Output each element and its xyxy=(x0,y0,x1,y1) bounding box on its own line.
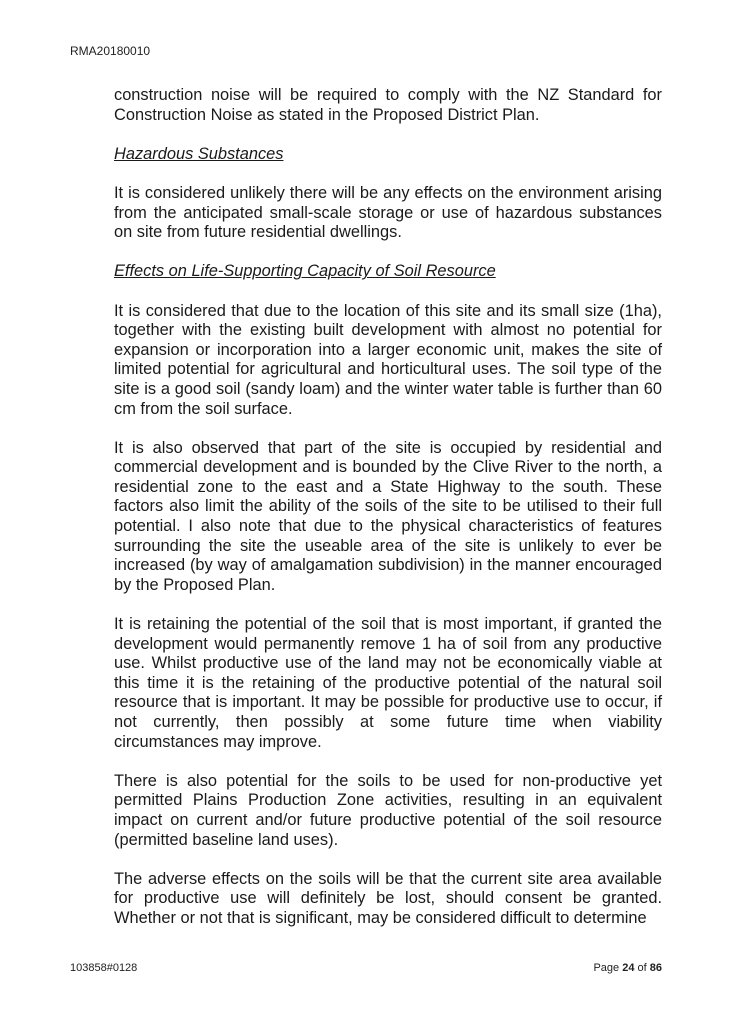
page-total: 86 xyxy=(649,962,662,974)
heading-soil-resource: Effects on Life-Supporting Capacity of Soil Resource xyxy=(114,262,496,281)
document-body xyxy=(114,86,662,929)
page-prefix: Page xyxy=(593,962,623,974)
paragraph-adverse-effects: The adverse effects on the soils will be that the current site area available for productive use will definitely be lost, should consent be granted. Whether or not that is significant, may be considered difficult to determine xyxy=(114,869,662,927)
page-of: of xyxy=(634,962,650,974)
paragraph-soil-potential: It is retaining the potential of the soil that is most important, if granted the development would permanently remove 1 ha of soil from any productive use. Whilst productive use of the land may not be economically viable at this time it is the retaining of the productive potential of the natural soil resource that is important. It may be possible for productive use to occur, if not currently, then possibly at some future time when viability circumstances may improve. xyxy=(114,615,662,751)
page-current: 24 xyxy=(622,962,635,974)
footer-page-number xyxy=(593,962,662,974)
paragraph-construction-noise: construction noise will be required to comply with the NZ Standard for Construction Noise as stated in the Proposed District Plan. xyxy=(114,86,662,124)
paragraph-site-bounds: It is also observed that part of the site is occupied by residential and commercial development and is bounded by the Clive River to the north, a residential zone to the east and a State Highway to the south. These factors also limit the ability of the soils of the site to be utilised to their full potential. I also note that due to the physical characteristics of features surrounding the site the useable area of the site is unlikely to ever be increased (by way of amalgamation subdivision) in the manner encouraged by the Proposed Plan. xyxy=(114,438,662,594)
paragraph-site-location: It is considered that due to the location of this site and its small size (1ha), together with the existing built development with almost no potential for expansion or incorporation into a larger economic unit, makes the site of limited potential for agricultural and horticultural uses. The soil type of the site is a good soil (sandy loam) and the winter water table is further than 60 cm from the soil surface. xyxy=(114,301,662,418)
document-reference: RMA20180010 xyxy=(70,44,151,58)
paragraph-permitted-uses: There is also potential for the soils to be used for non-productive yet permitted Plains Production Zone activities, resulting in an equivalent impact on current and/or future productive potential of the soil resource (permitted baseline land uses). xyxy=(114,771,662,849)
heading-hazardous-substances: Hazardous Substances xyxy=(114,144,284,163)
footer-document-number: 103858#0128 xyxy=(70,962,138,974)
paragraph-hazardous-substances: It is considered unlikely there will be any effects on the environment arising from the anticipated small-scale storage or use of hazardous substances on site from future residential dwellings. xyxy=(114,183,662,242)
